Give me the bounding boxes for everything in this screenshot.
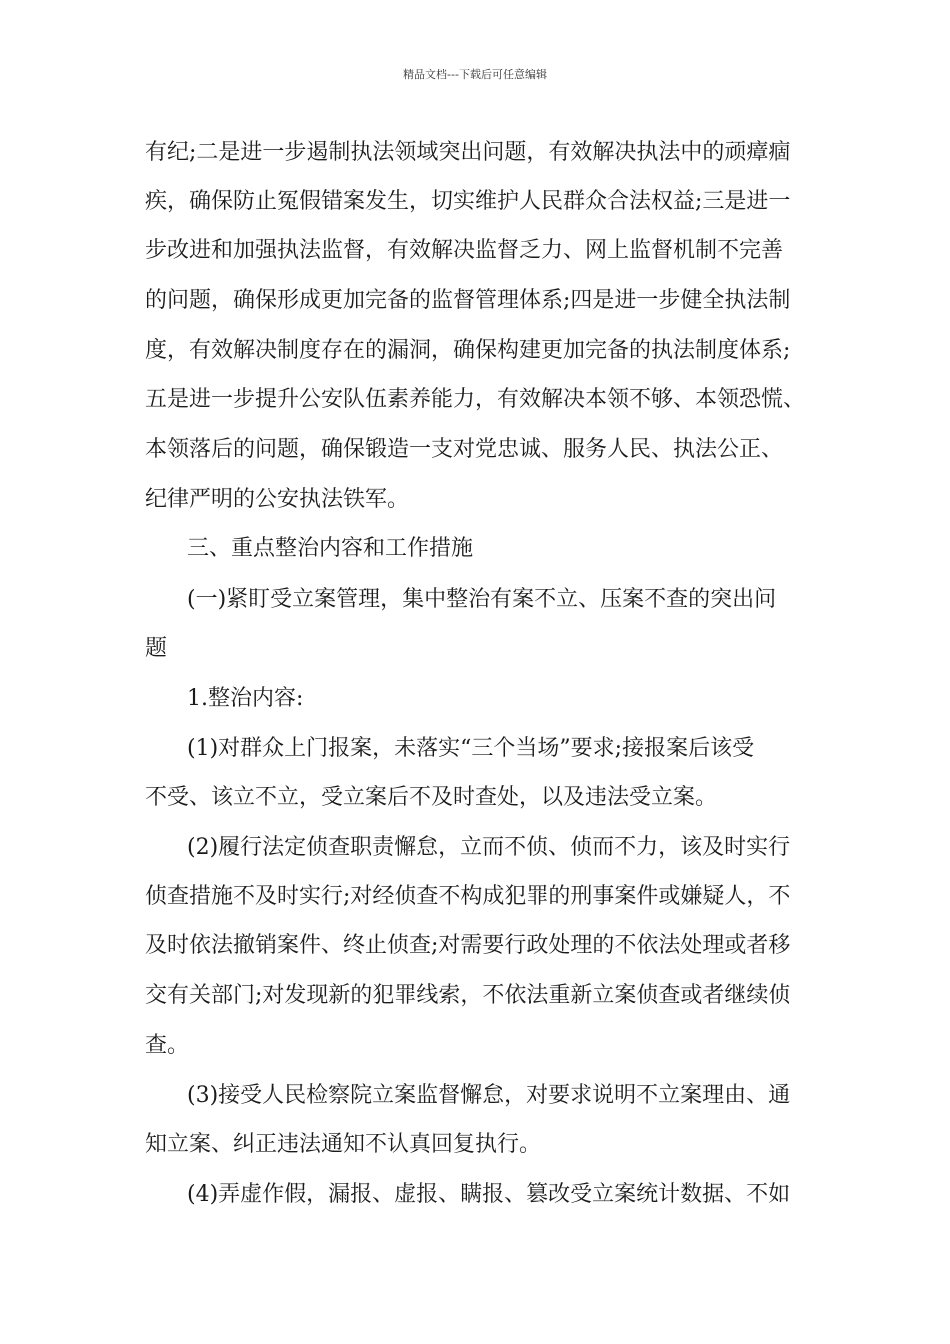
item-2-line-2: 侦查措施不及时实行;对经侦查不构成犯罪的刑事案件或嫌疑人，不 xyxy=(145,884,791,909)
item-1-line-2: 不受、该立不立，受立案后不及时查处，以及违法受立案。 xyxy=(145,785,718,810)
subsection-heading: (一)紧盯受立案管理，集中整治有案不立、压案不查的突出问 xyxy=(187,587,777,612)
body-line-3: 步改进和加强执法监督，有效解决监督乏力、网上监督机制不完善 xyxy=(145,238,784,263)
body-line-6: 五是进一步提升公安队伍素养能力，有效解决本领不够、本领恐慌、 xyxy=(145,387,806,412)
body-line-4: 的问题，确保形成更加完备的监督管理体系;四是进一步健全执法制 xyxy=(145,288,791,313)
body-line-8: 纪律严明的公安执法铁军。 xyxy=(145,487,410,512)
item-2-line-5: 查。 xyxy=(145,1033,190,1058)
item-heading: 1.整治内容: xyxy=(187,686,304,711)
section-heading: 三、重点整治内容和工作措施 xyxy=(187,536,474,561)
item-2-line-3: 及时依法撤销案件、终止侦查;对需要行政处理的不依法处理或者移 xyxy=(145,933,791,958)
item-1-line-1: (1)对群众上门报案，未落实“三个当场”要求;接报案后该受 xyxy=(187,736,755,761)
page-header: 精品文档---下载后可任意编辑 xyxy=(403,68,547,81)
item-3-line-1: (3)接受人民检察院立案监督懈怠，对要求说明不立案理由、通 xyxy=(187,1083,791,1108)
subsection-heading-cont: 题 xyxy=(145,636,168,661)
item-4-line-1: (4)弄虚作假，漏报、虚报、瞒报、篡改受立案统计数据、不如 xyxy=(187,1182,791,1207)
body-line-7: 本领落后的问题，确保锻造一支对党忠诚、服务人民、执法公正、 xyxy=(145,437,784,462)
body-line-1: 有纪;二是进一步遏制执法领域突出问题，有效解决执法中的顽瘴痼 xyxy=(145,140,791,165)
body-line-5: 度，有效解决制度存在的漏洞，确保构建更加完备的执法制度体系; xyxy=(145,338,791,363)
item-3-line-2: 知立案、纠正违法通知不认真回复执行。 xyxy=(145,1132,542,1157)
item-2-line-4: 交有关部门;对发现新的犯罪线索，不依法重新立案侦查或者继续侦 xyxy=(145,983,791,1008)
body-line-2: 疾，确保防止冤假错案发生，切实维护人民群众合法权益;三是进一 xyxy=(145,189,791,214)
item-2-line-1: (2)履行法定侦查职责懈怠，立而不侦、侦而不力，该及时实行 xyxy=(187,835,791,860)
